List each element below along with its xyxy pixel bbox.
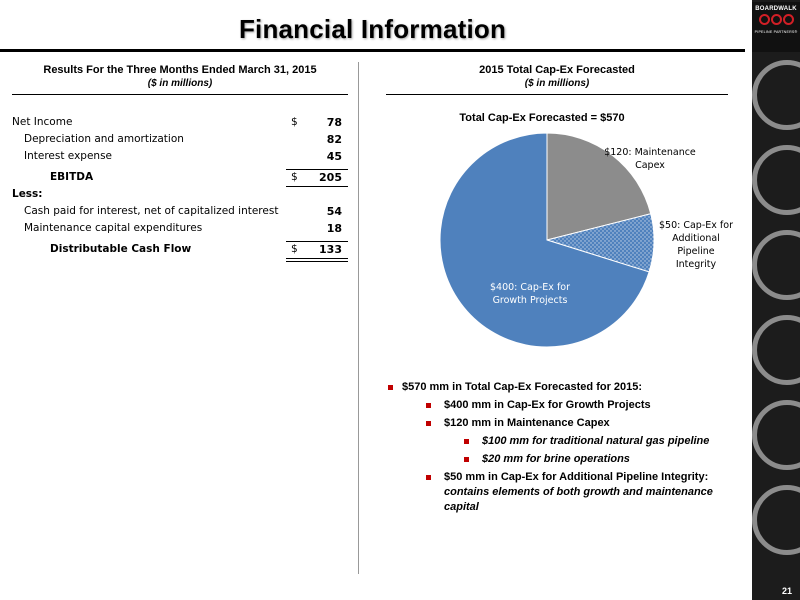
- company-logo: [752, 2, 800, 52]
- page-title: Financial Information: [238, 14, 507, 44]
- row-label: Distributable Cash Flow: [50, 243, 192, 255]
- logo-ring: [759, 14, 770, 25]
- bullet-square-icon: [426, 421, 431, 426]
- bullet-text: $100 mm for traditional natural gas pipeline: [482, 435, 710, 447]
- bullet-text: $50 mm in Cap-Ex for Additional Pipeline Integrity:: [444, 471, 709, 483]
- row-label: Maintenance capital expenditures: [24, 222, 203, 234]
- bullet-item: [386, 452, 746, 467]
- capex-heading: [386, 64, 728, 89]
- bullet-item: [386, 380, 746, 395]
- page-number: 21: [781, 586, 792, 596]
- table-row: [12, 186, 348, 203]
- band-arc: [752, 145, 800, 215]
- title-rule: [0, 49, 745, 52]
- row-label: Interest expense: [24, 150, 112, 162]
- capex-pie-chart: [360, 100, 750, 360]
- row-label: EBITDA: [50, 171, 94, 183]
- band-arc: [752, 60, 800, 130]
- total-rule: [286, 241, 348, 242]
- pie-slice-label: $400: Cap-Ex for Growth Projects: [489, 282, 571, 306]
- bullet-text: $20 mm for brine operations: [482, 453, 630, 465]
- band-arc: [752, 315, 800, 385]
- row-amount: 18: [326, 222, 342, 235]
- results-subheading: ($ in millions): [147, 78, 213, 89]
- bullet-text: $400 mm in Cap-Ex for Growth Projects: [444, 399, 651, 411]
- capex-heading-text: 2015 Total Cap-Ex Forecasted: [479, 64, 635, 76]
- pie-title: Total Cap-Ex Forecasted = $570: [459, 112, 625, 124]
- table-row: [12, 169, 348, 186]
- logo-subtitle: PIPELINE PARTNERS®: [754, 30, 798, 34]
- results-table: [12, 114, 348, 258]
- table-row: [12, 203, 348, 220]
- row-amount: 78: [326, 116, 342, 129]
- bullet-square-icon: [426, 403, 431, 408]
- row-label: Less:: [12, 188, 43, 200]
- row-currency: $: [291, 116, 298, 128]
- double-rule: [286, 261, 348, 262]
- total-rule: [286, 258, 348, 259]
- row-label: Depreciation and amortization: [24, 133, 184, 145]
- row-amount: 54: [326, 205, 342, 218]
- pie-slice-label: $120: Maintenance Capex: [604, 147, 696, 171]
- row-amount: 205: [319, 171, 342, 184]
- row-amount: 82: [326, 133, 342, 146]
- table-row: [12, 241, 348, 258]
- bullet-item: [386, 434, 746, 449]
- bullet-square-icon: [464, 457, 469, 462]
- total-rule: [286, 169, 348, 170]
- results-heading-rule: [12, 94, 348, 95]
- column-divider: [358, 62, 359, 574]
- capex-subheading: ($ in millions): [524, 78, 590, 89]
- logo-ring: [771, 14, 782, 25]
- logo-ring: [783, 14, 794, 25]
- logo-wordmark: BOARDWALK: [755, 6, 797, 12]
- table-row: [12, 114, 348, 131]
- band-arc: [752, 400, 800, 470]
- bullet-item: [386, 416, 746, 431]
- table-row: [12, 220, 348, 237]
- row-currency: $: [291, 243, 298, 255]
- bullet-square-icon: [388, 385, 393, 390]
- bullet-square-icon: [426, 475, 431, 480]
- bullet-text: $120 mm in Maintenance Capex: [444, 417, 610, 429]
- row-currency: $: [291, 171, 298, 183]
- results-heading: [12, 64, 348, 89]
- band-arc: [752, 485, 800, 555]
- right-decorative-band: [752, 0, 800, 600]
- table-row: [12, 131, 348, 148]
- row-label: Cash paid for interest, net of capitalized interest: [24, 205, 279, 217]
- band-arc: [752, 230, 800, 300]
- bullet-item: [386, 398, 746, 413]
- pie-slice-label: $50: Cap-Ex for Additional Pipeline Integrity: [659, 220, 733, 270]
- row-amount: 45: [326, 150, 342, 163]
- bullet-text: $570 mm in Total Cap-Ex Forecasted for 2015:: [402, 381, 643, 393]
- table-row: [12, 148, 348, 165]
- results-heading-text: Results For the Three Months Ended March 31, 2015: [43, 64, 317, 76]
- row-label: Net Income: [12, 116, 73, 128]
- capex-heading-rule: [386, 94, 728, 95]
- bullet-list: [386, 380, 746, 518]
- row-amount: 133: [319, 243, 342, 256]
- bullet-item: [386, 470, 746, 515]
- bullet-square-icon: [464, 439, 469, 444]
- logo-rings-icon: [759, 14, 794, 25]
- bullet-italic-text: contains elements of both growth and maintenance capital: [444, 486, 713, 513]
